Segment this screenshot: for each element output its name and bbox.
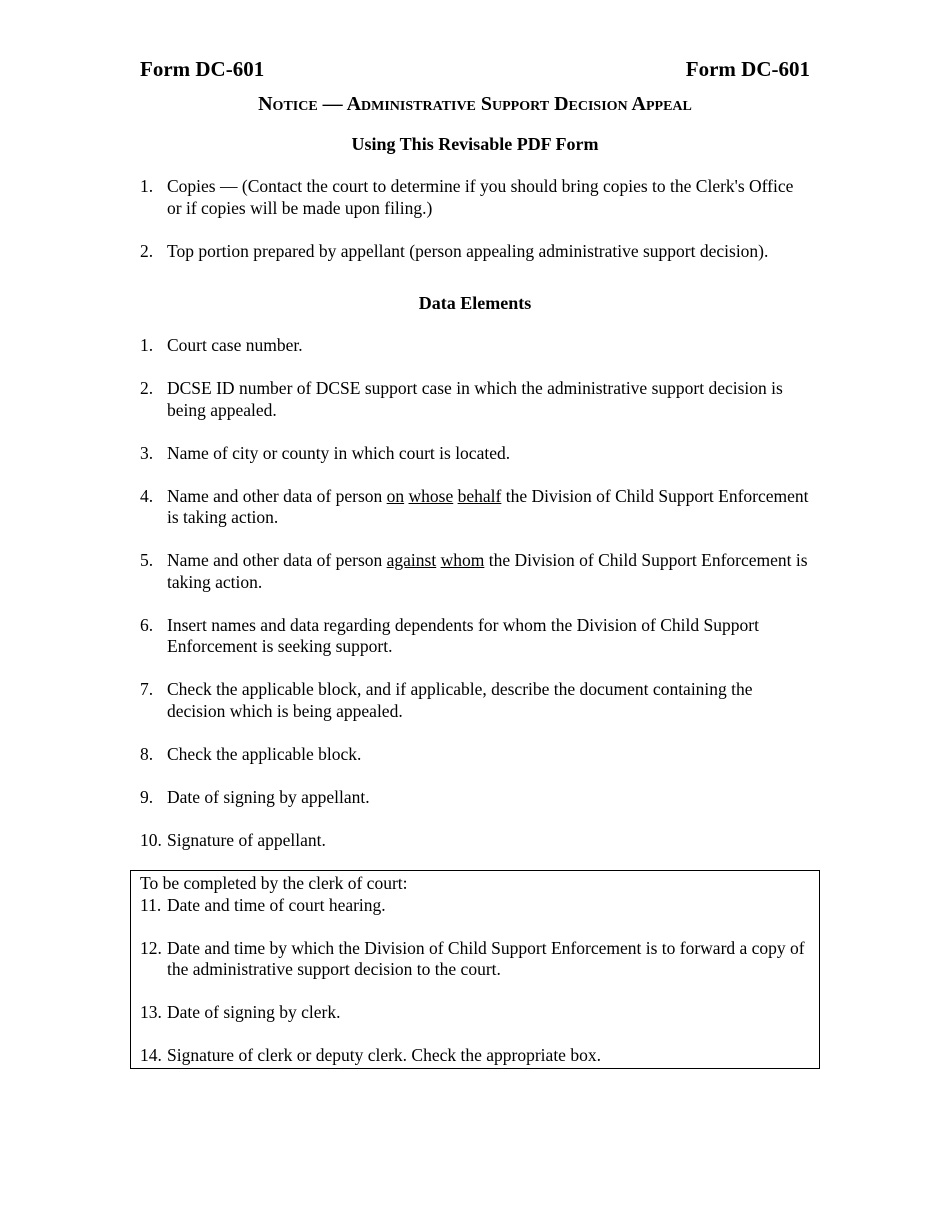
list-item <box>140 938 810 981</box>
list-item <box>140 615 810 658</box>
list-item <box>140 335 810 357</box>
item-text: Date of signing by clerk. <box>167 1002 341 1022</box>
list-item <box>140 679 810 722</box>
list-item <box>140 176 810 219</box>
underlined-word-behalf: behalf <box>457 485 502 506</box>
item-number: 13. <box>140 1002 162 1022</box>
item-text: Top portion prepared by appellant (person appealing administrative support decision). <box>167 240 769 261</box>
clerk-section-label: To be completed by the clerk of court: <box>140 873 408 893</box>
item-text-post: the Division of Child Support Enforcement is taking action. <box>167 550 808 592</box>
item-text: DCSE ID number of DCSE support case in which the administrative support decision is being appealed. <box>167 378 783 420</box>
underlined-word-against: against <box>386 550 437 570</box>
list-item <box>140 1002 810 1024</box>
item-number: 5. <box>140 550 154 570</box>
list-item <box>140 830 810 852</box>
item-text: Date and time by which the Division of Child Support Enforcement is to forward a copy of the administrative support decision to the court. <box>167 937 805 979</box>
list-item <box>140 378 810 421</box>
clerk-items-list <box>140 895 810 1067</box>
item-text: Signature of clerk or deputy clerk. Check the appropriate box. <box>167 1045 601 1065</box>
item-number: 12. <box>140 937 162 958</box>
data-elements-list <box>140 335 810 873</box>
using-section-heading: Using This Revisable PDF Form <box>351 134 599 154</box>
item-text: Signature of appellant. <box>167 829 326 850</box>
item-number: 8. <box>140 743 154 764</box>
item-number: 9. <box>140 786 154 807</box>
item-number: 2. <box>140 240 154 261</box>
item-text-post: the Division of Child Support Enforcement is taking action. <box>167 485 809 527</box>
item-text: Check the applicable block, and if applicable, describe the document containing the decision which is being appealed. <box>167 679 753 721</box>
item-number: 1. <box>140 335 154 355</box>
underlined-word-whose: whose <box>408 485 454 506</box>
item-text: Copies — (Contact the court to determine if you should bring copies to the Clerk's Office or if copies will be made upon filing.) <box>167 176 794 218</box>
item-text: Name of city or county in which court is located. <box>167 442 511 463</box>
document-title: Notice — Administrative Support Decision Appeal <box>258 93 692 115</box>
list-item <box>140 744 810 766</box>
item-number: 14. <box>140 1045 162 1065</box>
list-item <box>140 443 810 465</box>
list-item <box>140 550 810 593</box>
item-number: 7. <box>140 679 154 699</box>
list-item <box>140 486 810 529</box>
clerk-section-box <box>130 870 820 1069</box>
form-number-right: Form DC-601 <box>685 57 810 81</box>
list-item <box>140 895 810 917</box>
item-text: Court case number. <box>167 335 303 355</box>
item-text-pre: Name and other data of person <box>167 485 387 506</box>
item-number: 6. <box>140 614 154 635</box>
using-instructions-list <box>140 176 810 284</box>
list-item <box>140 241 810 263</box>
item-number: 1. <box>140 176 154 196</box>
item-number: 4. <box>140 485 154 506</box>
data-elements-heading: Data Elements <box>418 293 532 313</box>
item-number: 10. <box>140 829 162 850</box>
item-text: Date of signing by appellant. <box>167 786 370 807</box>
item-number: 2. <box>140 378 154 398</box>
form-header <box>140 57 810 81</box>
form-number-left: Form DC-601 <box>140 57 265 81</box>
item-text <box>167 486 810 529</box>
clerk-section-content <box>140 873 810 1067</box>
item-text: Check the applicable block. <box>167 743 362 764</box>
item-number: 11. <box>140 894 162 915</box>
list-item <box>140 1045 810 1067</box>
item-text: Insert names and data regarding dependents for whom the Division of Child Support Enforcement is seeking support. <box>167 614 759 656</box>
list-item <box>140 787 810 809</box>
underlined-word-whom: whom <box>440 550 485 570</box>
underlined-word-on: on <box>386 485 405 506</box>
item-text <box>167 550 810 593</box>
item-text: Date and time of court hearing. <box>167 894 386 915</box>
item-number: 3. <box>140 442 154 463</box>
item-text-pre: Name and other data of person <box>167 550 387 570</box>
